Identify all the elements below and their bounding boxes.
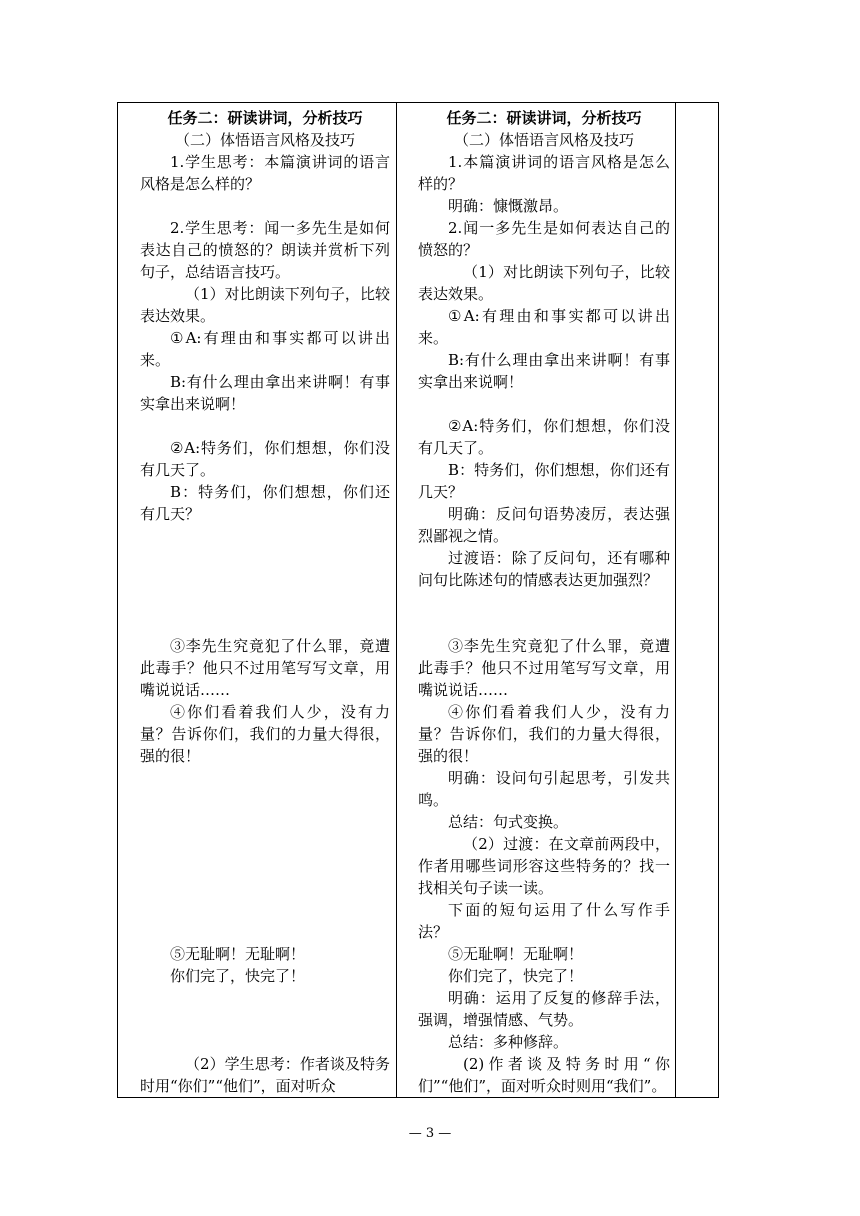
question-2-2: （2）过渡：在文章前两段中，作者用哪些词形容这些特务的？找一找相关句子读一读。 bbox=[418, 835, 670, 897]
question-2-1: （1）对比朗读下列句子，比较表达效果。 bbox=[418, 263, 670, 303]
transition-text: 过渡语：除了反问句，还有哪种问句比陈述句的情感表达更加强烈？ bbox=[418, 549, 670, 589]
example-1a: ①A:有理由和事实都可以讲出来。 bbox=[140, 329, 390, 369]
example-5b: 你们完了，快完了！ bbox=[448, 967, 584, 985]
question-1: 1.学生思考：本篇演讲词的语言风格是怎么样的？ bbox=[140, 153, 390, 193]
example-4: ④你们看着我们人少，没有力量？告诉你们，我们的力量大得很，强的很！ bbox=[418, 703, 670, 765]
question-2-1: （1）对比朗读下列句子，比较表达效果。 bbox=[140, 285, 390, 325]
task-heading: 任务二：研读讲词，分析技巧 bbox=[167, 109, 363, 127]
answer-4: 明确：运用了反复的修辞手法，强调，增强情感、气势。 bbox=[418, 989, 670, 1029]
question-3: (2)作者谈及特务时用“你们”“他们”，面对听众时则用“我们”。 bbox=[418, 1055, 670, 1095]
example-5: ⑤无耻啊！无耻啊！ bbox=[448, 945, 584, 963]
example-1b: B:有什么理由拿出来讲啊！有事实拿出来说啊！ bbox=[418, 351, 670, 391]
example-4: ④你们看着我们人少，没有力量？告诉你们，我们的力量大得很，强的很！ bbox=[140, 703, 390, 765]
answer-1: 明确：慷慨激昂。 bbox=[448, 197, 569, 215]
summary-2: 总结：多种修辞。 bbox=[448, 1033, 569, 1051]
example-3: ③李先生究竟犯了什么罪，竟遭此毒手？他只不过用笔写写文章，用嘴说说话…… bbox=[140, 637, 390, 699]
lesson-table bbox=[117, 102, 719, 1098]
question-2: 2.闻一多先生是如何表达自己的愤怒的？ bbox=[418, 219, 670, 259]
example-3: ③李先生究竟犯了什么罪，竟遭此毒手？他只不过用笔写写文章，用嘴说说话…… bbox=[418, 637, 670, 699]
example-1a: ①A:有理由和事实都可以讲出来。 bbox=[418, 307, 670, 347]
question-3: （2）学生思考：作者谈及特务时用“你们”“他们”，面对听众 bbox=[140, 1055, 390, 1095]
section-subheading: （二）体悟语言风格及技巧 bbox=[453, 131, 634, 149]
column-divider bbox=[675, 103, 676, 1097]
example-2b: B：特务们，你们想想，你们还有几天？ bbox=[140, 483, 390, 523]
column-divider bbox=[396, 103, 397, 1097]
example-2a: ②A:特务们，你们想想，你们没有几天了。 bbox=[140, 439, 390, 479]
question-1: 1.本篇演讲词的语言风格是怎么样的？ bbox=[418, 153, 670, 193]
answer-3: 明确：设问句引起思考，引发共鸣。 bbox=[418, 769, 670, 809]
example-2b: B：特务们，你们想想，你们还有几天？ bbox=[418, 461, 670, 501]
example-5: ⑤无耻啊！无耻啊！ bbox=[170, 945, 306, 963]
example-1b: B:有什么理由拿出来讲啊！有事实拿出来说啊！ bbox=[140, 373, 390, 413]
summary-1: 总结：句式变换。 bbox=[448, 813, 569, 831]
answer-2: 明确：反问句语势凌厉，表达强烈鄙视之情。 bbox=[418, 505, 670, 545]
section-subheading: （二）体悟语言风格及技巧 bbox=[174, 131, 355, 149]
page-number: — 3 — bbox=[408, 1126, 452, 1141]
example-5b: 你们完了，快完了！ bbox=[170, 967, 306, 985]
task-heading: 任务二：研读讲词，分析技巧 bbox=[446, 109, 642, 127]
question-2-3: 下面的短句运用了什么写作手法？ bbox=[418, 901, 670, 941]
question-2: 2.学生思考：闻一多先生是如何表达自己的愤怒的？朗读并赏析下列句子，总结语言技巧。 bbox=[140, 219, 390, 281]
example-2a: ②A:特务们，你们想想，你们没有几天了。 bbox=[418, 417, 670, 457]
